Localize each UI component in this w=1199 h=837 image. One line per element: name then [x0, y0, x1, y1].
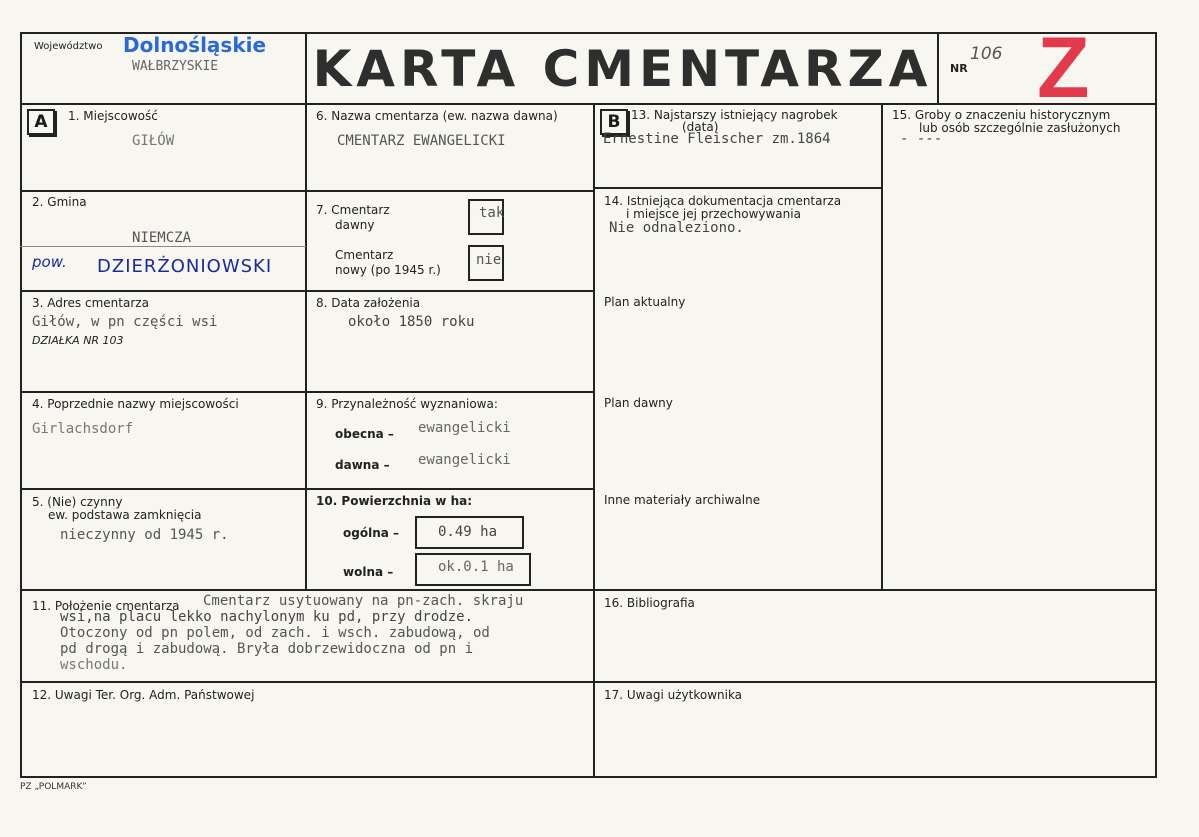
f13-label-1: 13. Najstarszy istniejący nagrobek — [631, 108, 838, 122]
mid-line — [20, 589, 1157, 591]
f7b-label-2: nowy (po 1945 r.) — [335, 263, 441, 277]
section-b-marker: B — [600, 109, 628, 135]
col-divider-c — [881, 103, 883, 590]
row-line-2 — [20, 290, 594, 292]
f9-dawna-label: dawna – — [335, 458, 390, 472]
plan-aktualny-label: Plan aktualny — [604, 295, 686, 309]
f2-pow-label: pow. — [32, 253, 67, 271]
f17-label: 17. Uwagi użytkownika — [604, 688, 743, 702]
row-line-3 — [20, 391, 594, 393]
f8-label: 8. Data założenia — [316, 296, 421, 310]
section-a-marker: A — [27, 109, 55, 135]
f13-value: Ernestine Fleischer zm.1864 — [603, 131, 831, 147]
f3-label: 3. Adres cmentarza — [32, 296, 149, 310]
f2-label: 2. Gmina — [32, 195, 87, 209]
f3-hand: DZIAŁKA NR 103 — [32, 334, 124, 347]
f9-obecna-label: obecna – — [335, 427, 394, 441]
f6-label: 6. Nazwa cmentarza (ew. nazwa dawna) — [316, 109, 558, 123]
header-bottom-line — [20, 103, 1157, 105]
f6-value: CMENTARZ EWANGELICKI — [337, 133, 506, 149]
card-title: KARTA CMENTARZA — [312, 40, 933, 98]
f10-label: 10. Powierzchnia w ha: — [316, 494, 473, 508]
f3-value: Giłów, w pn części wsi — [32, 314, 218, 330]
f5-label-2: ew. podstawa zamknięcia — [48, 508, 202, 522]
f10-wolna-value: ok.0.1 ha — [438, 559, 514, 575]
f14-label-1: 14. Istniejąca dokumentacja cmentarza — [604, 194, 842, 208]
f7a-label-1: 7. Cmentarz — [316, 203, 390, 217]
border-bottom — [20, 776, 1157, 778]
f11-line-2: wsi,na placu lekko nachylonym ku pd, przy drodze. — [60, 609, 474, 625]
col-divider-a — [305, 103, 307, 590]
f7a-value: tak — [479, 205, 505, 221]
f15-label-2: lub osób szczególnie zasłużonych — [919, 121, 1121, 135]
f11-line-1: Cmentarz usytuowany na pn-zach. skraju — [203, 593, 524, 609]
f2-value: NIEMCZA — [132, 230, 192, 246]
f5-value: nieczynny od 1945 r. — [60, 527, 229, 543]
f11-line-4: pd drogą i zabudową. Bryła dobrzewidoczna od pn i — [60, 641, 474, 657]
f9-dawna-value: ewangelicki — [418, 452, 511, 468]
f15-value: - --- — [900, 131, 943, 147]
f9-obecna-value: ewangelicki — [418, 420, 511, 436]
f1-label: 1. Miejscowość — [68, 109, 158, 123]
f4-value: Girlachsdorf — [32, 421, 134, 437]
plan-dawny-label: Plan dawny — [604, 396, 673, 410]
header-divider-1 — [305, 32, 307, 104]
border-right — [1155, 32, 1157, 778]
f11-line-3: Otoczony od pn polem, od zach. i wsch. zabudową, od — [60, 625, 490, 641]
f10-ogolna-value: 0.49 ha — [438, 524, 498, 540]
f7b-label-1: Cmentarz — [335, 248, 394, 262]
header-divider-2 — [937, 32, 939, 104]
f16-label: 16. Bibliografia — [604, 596, 695, 610]
f14-label-2: i miejsce jej przechowywania — [626, 207, 801, 221]
line-11-12 — [20, 681, 1157, 683]
nr-label: NR — [950, 62, 968, 75]
row-line-4 — [20, 488, 594, 490]
f12-label: 12. Uwagi Ter. Org. Adm. Państwowej — [32, 688, 255, 702]
f7b-value: nie — [476, 252, 502, 268]
f9-label: 9. Przynależność wyznaniowa: — [316, 397, 498, 411]
f13-label-2: (data) — [682, 120, 719, 134]
f4-label: 4. Poprzednie nazwy miejscowości — [32, 397, 239, 411]
f14-value: Nie odnaleziono. — [609, 220, 744, 236]
wojewodztwo-label: Województwo — [34, 41, 103, 52]
red-z-stamp: Z — [1037, 20, 1090, 116]
f1-value: GIŁÓW — [132, 133, 175, 149]
inne-materialy-label: Inne materiały archiwalne — [604, 493, 761, 507]
wojewodztwo-typed: WAŁBRZYSKIE — [132, 59, 219, 74]
printer-mark: PZ „POLMARK” — [20, 782, 87, 792]
col-divider-b — [593, 103, 595, 777]
f10-ogolna-label: ogólna – — [343, 526, 400, 540]
f5-label-1: 5. (Nie) czynny — [32, 495, 123, 509]
f2-pow-value: DZIERŻONIOWSKI — [97, 256, 273, 277]
f11-label: 11. Położenie cmentarza — [32, 599, 180, 613]
nr-value: 106 — [970, 44, 1003, 64]
row-line-1 — [20, 190, 594, 192]
wojewodztwo-value: Dolnośląskie — [123, 33, 267, 57]
f11-line-5: wschodu. — [60, 657, 128, 673]
f10-wolna-label: wolna – — [343, 565, 394, 579]
f7a-label-2: dawny — [335, 218, 375, 232]
border-left — [20, 32, 22, 778]
gmina-underline — [20, 246, 306, 247]
f8-value: około 1850 roku — [348, 314, 475, 330]
f15-label-1: 15. Groby o znaczeniu historycznym — [892, 108, 1111, 122]
row-line-13 — [593, 187, 882, 189]
